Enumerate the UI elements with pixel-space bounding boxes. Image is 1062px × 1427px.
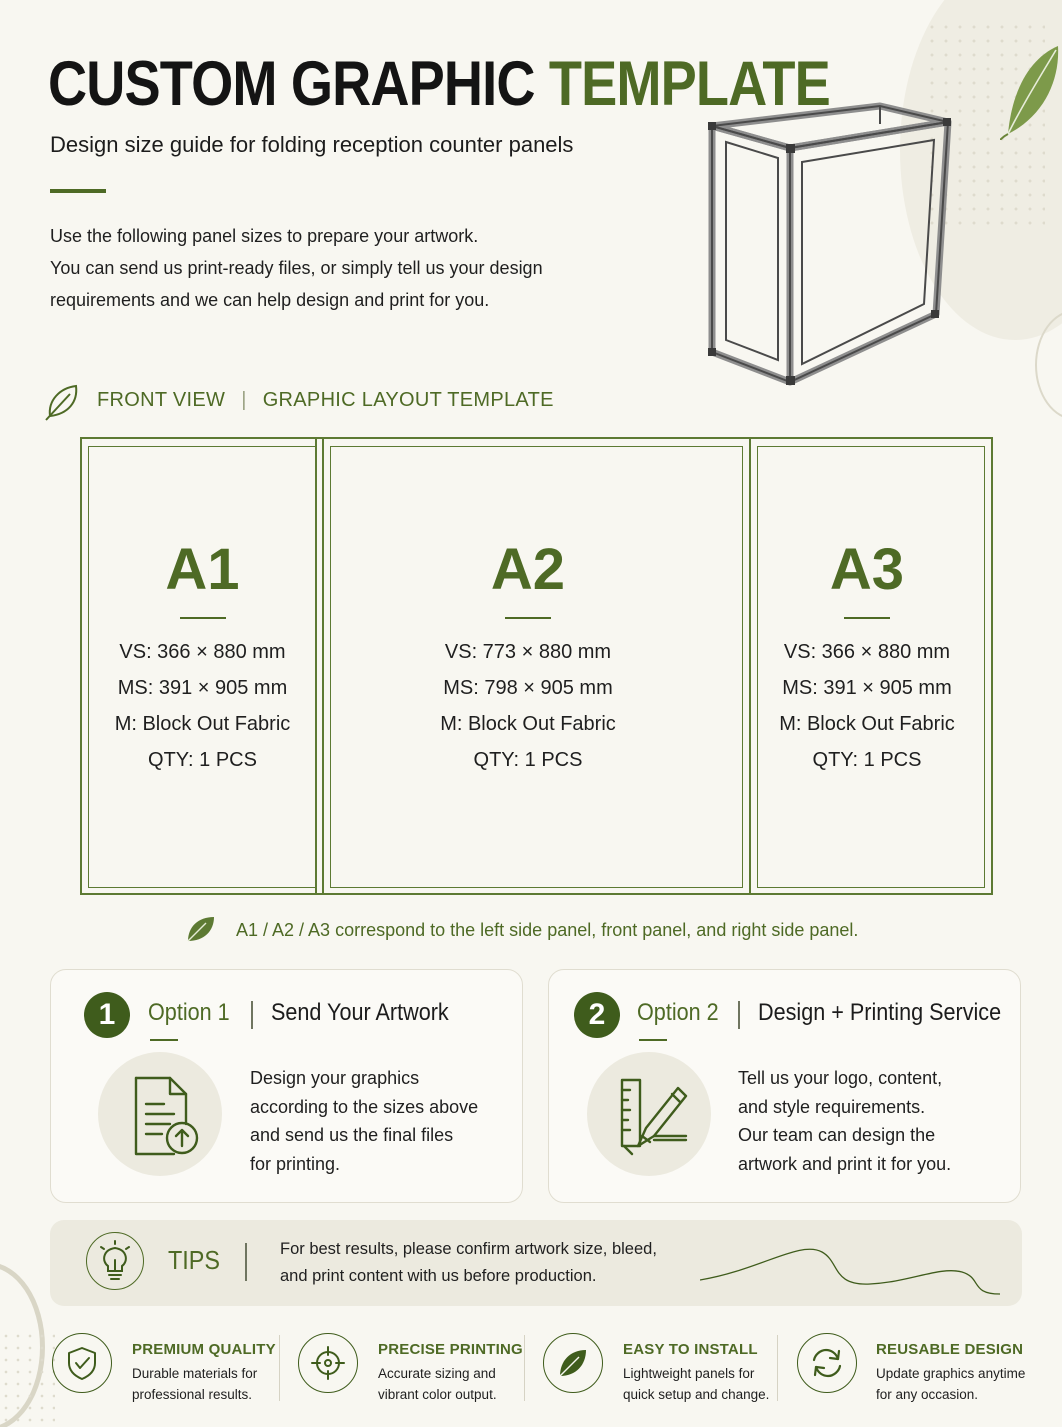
feature-title: PREMIUM QUALITY (132, 1341, 276, 1358)
panel-label-rule (844, 617, 890, 619)
crosshair-icon (310, 1345, 346, 1381)
option-label-underline (150, 1039, 178, 1041)
panel-material-size: MS: 798 × 905 mm (443, 677, 613, 699)
intro-line: requirements and we can help design and print for you. (50, 290, 490, 310)
feature-title: EASY TO INSTALL (623, 1341, 758, 1358)
page-subtitle: Design size guide for folding reception counter panels (50, 132, 574, 157)
section-title-left: FRONT VIEW (97, 389, 226, 411)
intro-line: You can send us print-ready files, or simply tell us your design (50, 258, 543, 278)
title-accent-part: TEMPLATE (548, 49, 830, 119)
feature-description-line: Lightweight panels for (623, 1366, 755, 1381)
tips-separator (245, 1243, 247, 1281)
option-heading: Design + Printing Service (758, 999, 1002, 1026)
page-title (48, 46, 830, 122)
feature-title: PRECISE PRINTING (378, 1341, 523, 1358)
panel-divider (322, 437, 324, 895)
panel-visible-size: VS: 366 × 880 mm (783, 641, 951, 663)
option-heading: Send Your Artwork (271, 999, 449, 1026)
panel-label-rule (180, 617, 226, 619)
leaf-icon (184, 913, 216, 945)
option-number-badge: 2 (574, 992, 620, 1038)
option-label: Option 2 (637, 999, 719, 1026)
panel-visible-size: VS: 366 × 880 mm (119, 641, 286, 663)
feature-separator (777, 1335, 778, 1401)
option-separator (251, 1001, 253, 1029)
feature-description-line: Update graphics anytime (876, 1366, 1026, 1381)
lightbulb-icon (98, 1240, 132, 1282)
feature-description-line: professional results. (132, 1387, 253, 1402)
option-description-line: Our team can design the (738, 1125, 936, 1145)
refresh-icon (809, 1345, 845, 1381)
option-description-line: for printing. (250, 1153, 341, 1174)
feature-description (132, 1363, 292, 1405)
panel-quantity: QTY: 1 PCS (473, 749, 583, 771)
option-description (250, 1064, 510, 1178)
panel-divider (749, 437, 751, 895)
section-title-right: GRAPHIC LAYOUT TEMPLATE (262, 389, 554, 411)
feature-description (378, 1363, 538, 1405)
option-label-underline (639, 1039, 667, 1041)
option-number-badge: 1 (84, 992, 130, 1038)
panel-material: M: Block Out Fabric (114, 713, 291, 735)
panel-quantity: QTY: 1 PCS (148, 749, 257, 771)
option-description-line: and send us the final files (250, 1125, 454, 1145)
panel-a3 (757, 536, 977, 772)
panel-material: M: Block Out Fabric (779, 713, 955, 735)
tips-line: For best results, please confirm artwork size, bleed, (280, 1240, 657, 1258)
option-description-line: artwork and print it for you. (738, 1153, 952, 1174)
feature-separator (524, 1335, 525, 1401)
feature-separator (279, 1335, 280, 1401)
feature-description (623, 1363, 783, 1405)
panel-a2 (330, 536, 726, 772)
option-description-line: and style requirements. (738, 1096, 926, 1117)
option-separator (738, 1001, 740, 1029)
title-accent-rule (50, 189, 106, 193)
panel-label-rule (505, 617, 551, 619)
shield-check-icon (64, 1345, 100, 1381)
option-label: Option 1 (148, 999, 230, 1026)
panel-label: A3 (829, 537, 905, 602)
title-dark-part: CUSTOM GRAPHIC (48, 49, 549, 119)
counter-frame-illustration (690, 96, 965, 391)
ruler-pencil-icon (612, 1074, 692, 1158)
panel-note: A1 / A2 / A3 correspond to the left side panel, front panel, and right side panel. (236, 920, 859, 940)
decorative-dots-bottom (0, 1330, 55, 1425)
panel-quantity: QTY: 1 PCS (812, 749, 922, 771)
panel-material-size: MS: 391 × 905 mm (782, 677, 952, 699)
leaf-outline-icon (44, 382, 80, 422)
option-description (738, 1064, 1008, 1178)
intro-text (50, 220, 610, 316)
feature-description (876, 1363, 1046, 1405)
feature-description-line: Durable materials for (132, 1366, 258, 1381)
panel-a1 (88, 536, 317, 772)
section-title (97, 389, 554, 412)
tips-label: TIPS (168, 1245, 221, 1275)
panel-label: A1 (165, 537, 240, 602)
panel-label: A2 (490, 537, 566, 602)
decorative-swoosh (700, 1236, 1022, 1300)
tips-line: and print content with us before production. (280, 1267, 597, 1285)
feature-description-line: vibrant color output. (378, 1387, 497, 1402)
option-description-line: Design your graphics (250, 1068, 420, 1088)
document-upload-icon (130, 1074, 202, 1158)
leaf-decoration-icon (1000, 40, 1062, 140)
option-description-line: Tell us your logo, content, (738, 1068, 943, 1088)
panel-material: M: Block Out Fabric (440, 713, 616, 735)
tips-text (280, 1236, 700, 1290)
feature-description-line: for any occasion. (876, 1387, 979, 1402)
intro-line: Use the following panel sizes to prepare your artwork. (50, 226, 479, 246)
panel-visible-size: VS: 773 × 880 mm (444, 641, 612, 663)
feature-description-line: Accurate sizing and (378, 1366, 496, 1381)
option-description-line: according to the sizes above (250, 1096, 479, 1117)
section-title-separator: | (241, 389, 247, 411)
panel-material-size: MS: 391 × 905 mm (117, 677, 288, 699)
feature-title: REUSABLE DESIGN (876, 1341, 1024, 1358)
feature-description-line: quick setup and change. (623, 1387, 770, 1402)
leaf-icon (555, 1345, 591, 1381)
